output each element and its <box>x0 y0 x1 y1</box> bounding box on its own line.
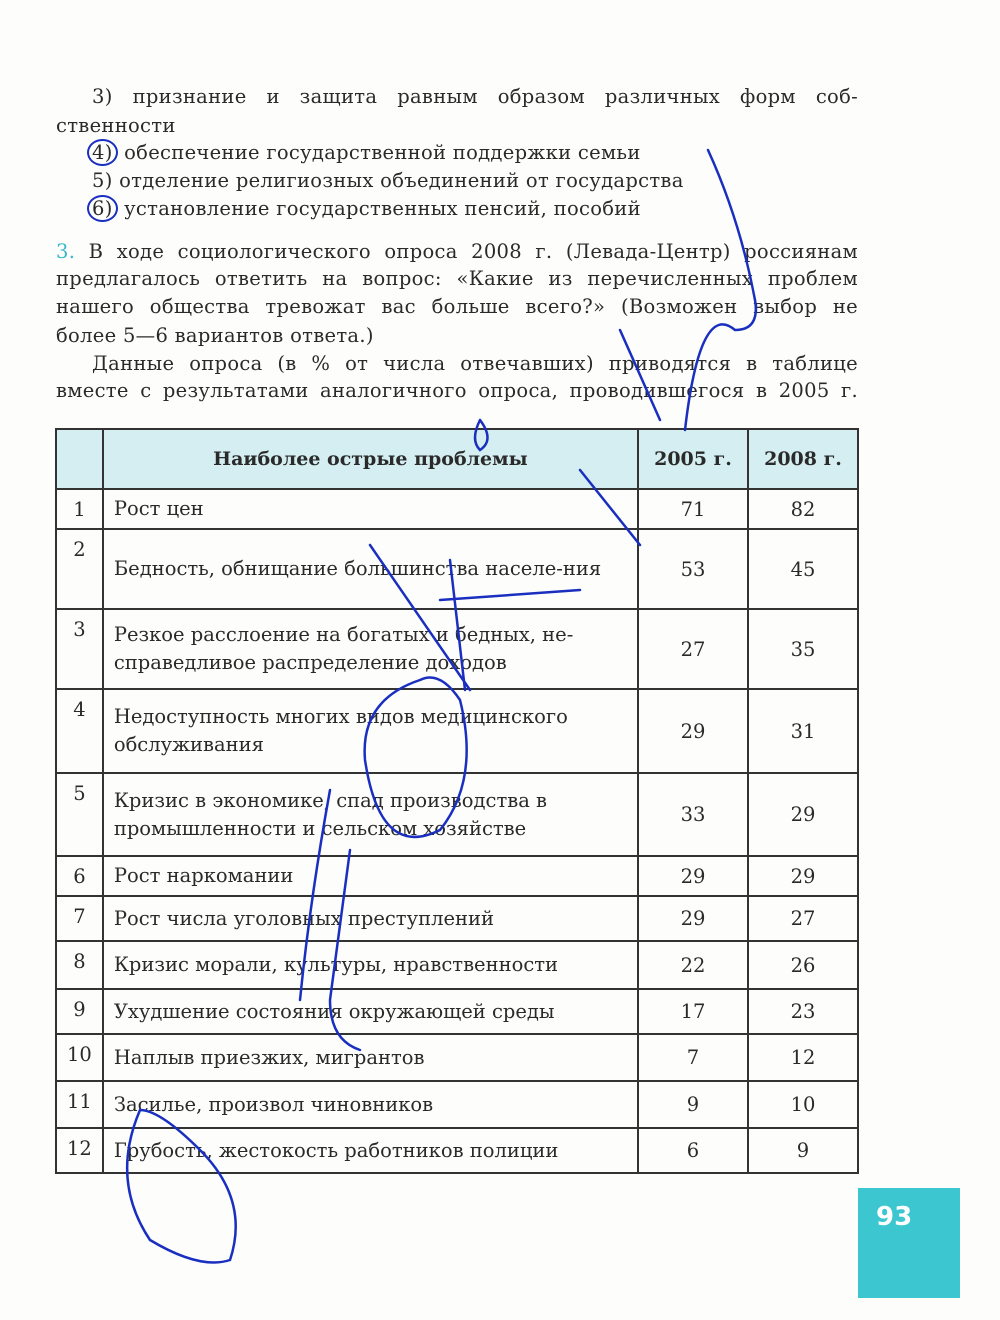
row-number: 12 <box>56 1128 103 1173</box>
header-2005: 2005 г. <box>638 429 748 489</box>
value-2008: 82 <box>748 489 858 529</box>
row-number: 8 <box>56 941 103 989</box>
table-row <box>56 689 858 773</box>
row-number: 4 <box>56 689 103 773</box>
list-item-6 <box>56 195 894 222</box>
value-2005: 29 <box>638 856 748 896</box>
page-number: 93 <box>876 1202 913 1232</box>
row-number: 5 <box>56 773 103 856</box>
circled-number: 4) <box>87 139 118 166</box>
header-2008: 2008 г. <box>748 429 858 489</box>
row-number: 10 <box>56 1034 103 1081</box>
item-number: 5) <box>92 169 113 192</box>
table-row <box>56 1081 858 1128</box>
table-row <box>56 489 858 529</box>
value-2008: 10 <box>748 1081 858 1128</box>
problem-cell: Засилье, произвол чиновников <box>103 1081 638 1128</box>
value-2008: 31 <box>748 689 858 773</box>
value-2008: 9 <box>748 1128 858 1173</box>
header-problem: Наиболее острые проблемы <box>103 429 638 489</box>
row-number: 6 <box>56 856 103 896</box>
value-2005: 29 <box>638 689 748 773</box>
task-number: 3. <box>56 240 76 263</box>
value-2005: 53 <box>638 529 748 609</box>
row-number: 3 <box>56 609 103 689</box>
problem-cell: Рост цен <box>103 489 638 529</box>
problem-cell: Наплыв приезжих, мигрантов <box>103 1034 638 1081</box>
task-line-5: Данные опроса (в % от числа отвечавших) приводятся в таблице <box>92 352 858 375</box>
value-2008: 27 <box>748 896 858 941</box>
value-2005: 17 <box>638 989 748 1034</box>
row-number: 9 <box>56 989 103 1034</box>
problem-cell: Кризис морали, культуры, нравственности <box>103 941 638 989</box>
value-2008: 26 <box>748 941 858 989</box>
problem-cell: Недоступность многих видов медицинского обслуживания <box>103 689 638 773</box>
item-text: признание и защита равным образом различных форм соб- <box>132 85 859 108</box>
value-2005: 22 <box>638 941 748 989</box>
value-2005: 29 <box>638 896 748 941</box>
circled-number: 6) <box>87 195 118 222</box>
value-2005: 27 <box>638 609 748 689</box>
problem-cell: Рост наркомании <box>103 856 638 896</box>
task-line-6: вместе с результатами аналогичного опроса, проводившегося в 2005 г. <box>56 379 858 402</box>
task-line-3: нашего общества тревожат вас больше всего?» (Возможен выбор не <box>56 295 858 318</box>
task-text: В ходе социологического опроса 2008 г. (Левада-Центр) россиянам <box>88 240 858 263</box>
row-number: 1 <box>56 489 103 529</box>
value-2008: 35 <box>748 609 858 689</box>
task-line-4: более 5—6 вариантов ответа.) <box>56 324 374 347</box>
list-item-5 <box>56 167 894 194</box>
problem-cell: Кризис в экономике, спад производства в промышленности и сельском хозяйстве <box>103 773 638 856</box>
page-number-box <box>858 1188 960 1298</box>
row-number: 2 <box>56 529 103 609</box>
value-2008: 12 <box>748 1034 858 1081</box>
table-header <box>56 429 858 489</box>
value-2005: 7 <box>638 1034 748 1081</box>
value-2005: 71 <box>638 489 748 529</box>
header-number <box>56 429 103 489</box>
table-row <box>56 1034 858 1081</box>
item-text: отделение религиозных объединений от государства <box>119 169 684 192</box>
row-number: 7 <box>56 896 103 941</box>
survey-table <box>55 428 859 1174</box>
value-2008: 45 <box>748 529 858 609</box>
table-row <box>56 941 858 989</box>
list-item-3 <box>56 83 858 110</box>
value-2005: 9 <box>638 1081 748 1128</box>
list-item-3-cont: ственности <box>56 114 176 137</box>
task-line-1 <box>56 238 858 265</box>
list-item-4 <box>56 139 894 166</box>
table-row <box>56 856 858 896</box>
problem-cell: Бедность, обнищание большинства населе-ния <box>103 529 638 609</box>
value-2005: 33 <box>638 773 748 856</box>
table-row <box>56 609 858 689</box>
table-row <box>56 773 858 856</box>
item-number: 3) <box>92 85 113 108</box>
row-number: 11 <box>56 1081 103 1128</box>
value-2008: 29 <box>748 773 858 856</box>
problem-cell: Ухудшение состояния окружающей среды <box>103 989 638 1034</box>
item-text: обеспечение государственной поддержки семьи <box>124 141 641 164</box>
table-row <box>56 1128 858 1173</box>
problem-cell: Рост числа уголовных преступлений <box>103 896 638 941</box>
value-2008: 23 <box>748 989 858 1034</box>
value-2008: 29 <box>748 856 858 896</box>
problem-cell: Грубость, жестокость работников полиции <box>103 1128 638 1173</box>
table-row <box>56 529 858 609</box>
table-row <box>56 896 858 941</box>
task-line-2: предлагалось ответить на вопрос: «Какие из перечисленных проблем <box>56 267 858 290</box>
item-text: установление государственных пенсий, пособий <box>124 197 641 220</box>
table-row <box>56 989 858 1034</box>
value-2005: 6 <box>638 1128 748 1173</box>
problem-cell: Резкое расслоение на богатых и бедных, не-справедливое распределение доходов <box>103 609 638 689</box>
